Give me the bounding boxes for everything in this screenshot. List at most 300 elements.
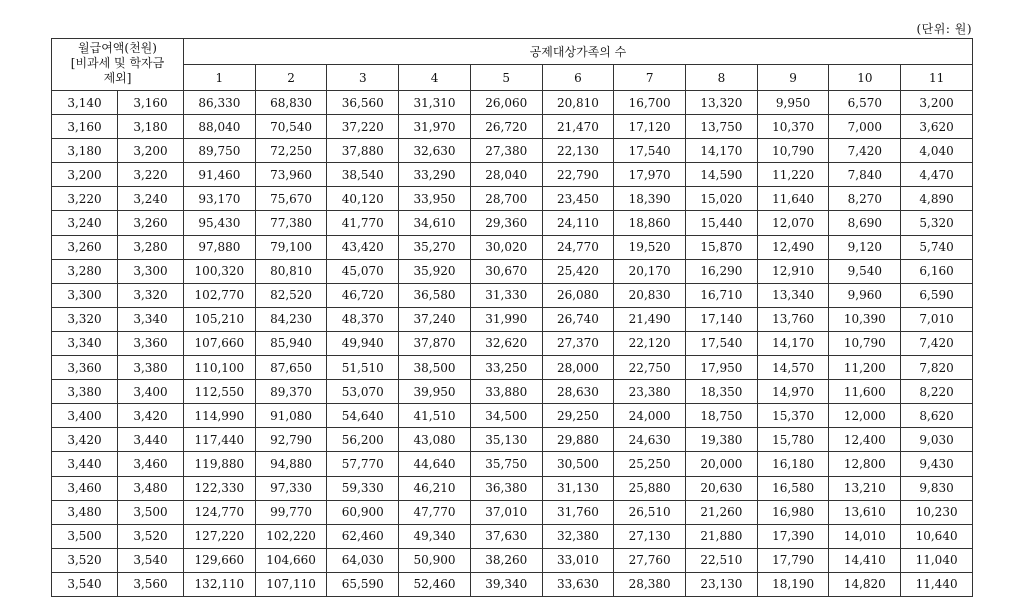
family-count-11: 11 — [901, 65, 973, 91]
tax-amount-cell: 7,420 — [829, 139, 901, 163]
salary-from-cell: 3,200 — [52, 163, 118, 187]
tax-amount-cell: 91,460 — [184, 163, 256, 187]
tax-amount-cell: 18,750 — [686, 404, 758, 428]
tax-amount-cell: 11,440 — [901, 572, 973, 596]
tax-amount-cell: 26,080 — [542, 283, 614, 307]
tax-amount-cell: 112,550 — [184, 380, 256, 404]
tax-amount-cell: 62,460 — [327, 524, 399, 548]
tax-amount-cell: 80,810 — [255, 259, 327, 283]
table-row — [52, 476, 973, 500]
tax-amount-cell: 31,330 — [470, 283, 542, 307]
tax-amount-cell: 12,910 — [757, 259, 829, 283]
tax-amount-cell: 12,000 — [829, 404, 901, 428]
tax-amount-cell: 77,380 — [255, 211, 327, 235]
tax-amount-cell: 16,180 — [757, 452, 829, 476]
salary-to-cell: 3,300 — [118, 259, 184, 283]
tax-amount-cell: 3,620 — [901, 115, 973, 139]
tax-amount-cell: 27,370 — [542, 331, 614, 355]
tax-amount-cell: 10,390 — [829, 307, 901, 331]
tax-amount-cell: 104,660 — [255, 548, 327, 572]
tax-amount-cell: 17,390 — [757, 524, 829, 548]
tax-amount-cell: 12,490 — [757, 235, 829, 259]
tax-amount-cell: 20,810 — [542, 91, 614, 115]
tax-amount-cell: 87,650 — [255, 356, 327, 380]
tax-amount-cell: 30,670 — [470, 259, 542, 283]
tax-amount-cell: 22,130 — [542, 139, 614, 163]
tax-amount-cell: 16,980 — [757, 500, 829, 524]
table-row — [52, 404, 973, 428]
tax-amount-cell: 13,210 — [829, 476, 901, 500]
tax-amount-cell: 49,340 — [399, 524, 471, 548]
tax-amount-cell: 17,970 — [614, 163, 686, 187]
tax-amount-cell: 4,470 — [901, 163, 973, 187]
tax-amount-cell: 7,010 — [901, 307, 973, 331]
tax-amount-cell: 35,750 — [470, 452, 542, 476]
tax-amount-cell: 31,130 — [542, 476, 614, 500]
salary-from-cell: 3,400 — [52, 404, 118, 428]
tax-amount-cell: 33,950 — [399, 187, 471, 211]
tax-amount-cell: 25,420 — [542, 259, 614, 283]
tax-amount-cell: 14,170 — [686, 139, 758, 163]
tax-amount-cell: 26,060 — [470, 91, 542, 115]
tax-amount-cell: 7,000 — [829, 115, 901, 139]
tax-amount-cell: 93,170 — [184, 187, 256, 211]
tax-amount-cell: 89,750 — [184, 139, 256, 163]
salary-to-cell: 3,460 — [118, 452, 184, 476]
tax-amount-cell: 37,010 — [470, 500, 542, 524]
table-row — [52, 500, 973, 524]
salary-to-cell: 3,420 — [118, 404, 184, 428]
tax-amount-cell: 48,370 — [327, 307, 399, 331]
salary-from-cell: 3,260 — [52, 235, 118, 259]
tax-amount-cell: 30,020 — [470, 235, 542, 259]
tax-amount-cell: 37,240 — [399, 307, 471, 331]
salary-label-line3: 제외] — [103, 71, 132, 85]
tax-amount-cell: 26,510 — [614, 500, 686, 524]
tax-amount-cell: 26,740 — [542, 307, 614, 331]
salary-from-cell: 3,480 — [52, 500, 118, 524]
tax-amount-cell: 6,570 — [829, 91, 901, 115]
tax-amount-cell: 10,640 — [901, 524, 973, 548]
tax-amount-cell: 23,450 — [542, 187, 614, 211]
tax-amount-cell: 27,760 — [614, 548, 686, 572]
table-row — [52, 548, 973, 572]
family-count-2: 2 — [255, 65, 327, 91]
tax-amount-cell: 15,870 — [686, 235, 758, 259]
tax-amount-cell: 21,880 — [686, 524, 758, 548]
salary-to-cell: 3,220 — [118, 163, 184, 187]
salary-to-cell: 3,240 — [118, 187, 184, 211]
tax-amount-cell: 73,960 — [255, 163, 327, 187]
tax-amount-cell: 100,320 — [184, 259, 256, 283]
tax-amount-cell: 29,250 — [542, 404, 614, 428]
tax-amount-cell: 33,290 — [399, 163, 471, 187]
table-row — [52, 259, 973, 283]
table-row — [52, 115, 973, 139]
tax-amount-cell: 17,950 — [686, 356, 758, 380]
tax-amount-cell: 18,390 — [614, 187, 686, 211]
tax-amount-cell: 9,960 — [829, 283, 901, 307]
salary-from-cell: 3,280 — [52, 259, 118, 283]
tax-amount-cell: 7,420 — [901, 331, 973, 355]
salary-label-line2: [비과세 및 학자금 — [70, 56, 165, 70]
salary-to-cell: 3,360 — [118, 331, 184, 355]
tax-amount-cell: 32,630 — [399, 139, 471, 163]
tax-amount-cell: 132,110 — [184, 572, 256, 596]
tax-amount-cell: 97,330 — [255, 476, 327, 500]
tax-amount-cell: 17,540 — [614, 139, 686, 163]
tax-amount-cell: 39,950 — [399, 380, 471, 404]
salary-from-cell: 3,180 — [52, 139, 118, 163]
tax-amount-cell: 31,760 — [542, 500, 614, 524]
tax-amount-cell: 34,610 — [399, 211, 471, 235]
table-row — [52, 91, 973, 115]
tax-amount-cell: 70,540 — [255, 115, 327, 139]
tax-amount-cell: 36,560 — [327, 91, 399, 115]
tax-amount-cell: 24,630 — [614, 428, 686, 452]
tax-amount-cell: 13,340 — [757, 283, 829, 307]
tax-amount-cell: 35,270 — [399, 235, 471, 259]
tax-amount-cell: 68,830 — [255, 91, 327, 115]
tax-amount-cell: 28,000 — [542, 356, 614, 380]
tax-amount-cell: 35,920 — [399, 259, 471, 283]
tax-amount-cell: 86,330 — [184, 91, 256, 115]
tax-amount-cell: 20,170 — [614, 259, 686, 283]
tax-amount-cell: 3,200 — [901, 91, 973, 115]
tax-amount-cell: 16,580 — [757, 476, 829, 500]
family-count-3: 3 — [327, 65, 399, 91]
tax-amount-cell: 7,840 — [829, 163, 901, 187]
tax-amount-cell: 52,460 — [399, 572, 471, 596]
tax-amount-cell: 17,140 — [686, 307, 758, 331]
table-row — [52, 524, 973, 548]
tax-amount-cell: 117,440 — [184, 428, 256, 452]
tax-amount-cell: 36,380 — [470, 476, 542, 500]
tax-amount-cell: 47,770 — [399, 500, 471, 524]
tax-amount-cell: 20,630 — [686, 476, 758, 500]
tax-amount-cell: 51,510 — [327, 356, 399, 380]
tax-amount-cell: 88,040 — [184, 115, 256, 139]
tax-amount-cell: 22,510 — [686, 548, 758, 572]
tax-amount-cell: 46,210 — [399, 476, 471, 500]
tax-amount-cell: 18,190 — [757, 572, 829, 596]
tax-amount-cell: 5,320 — [901, 211, 973, 235]
salary-from-cell: 3,360 — [52, 356, 118, 380]
tax-amount-cell: 37,630 — [470, 524, 542, 548]
table-row — [52, 331, 973, 355]
tax-amount-cell: 91,080 — [255, 404, 327, 428]
family-count-10: 10 — [829, 65, 901, 91]
tax-amount-cell: 9,950 — [757, 91, 829, 115]
tax-amount-cell: 19,520 — [614, 235, 686, 259]
tax-amount-cell: 27,380 — [470, 139, 542, 163]
tax-amount-cell: 15,020 — [686, 187, 758, 211]
tax-amount-cell: 11,640 — [757, 187, 829, 211]
tax-amount-cell: 23,130 — [686, 572, 758, 596]
tax-amount-cell: 50,900 — [399, 548, 471, 572]
salary-to-cell: 3,260 — [118, 211, 184, 235]
tax-amount-cell: 24,770 — [542, 235, 614, 259]
tax-amount-cell: 4,040 — [901, 139, 973, 163]
salary-from-cell: 3,320 — [52, 307, 118, 331]
tax-amount-cell: 6,160 — [901, 259, 973, 283]
tax-amount-cell: 35,130 — [470, 428, 542, 452]
tax-amount-cell: 15,370 — [757, 404, 829, 428]
salary-from-cell: 3,500 — [52, 524, 118, 548]
tax-amount-cell: 28,040 — [470, 163, 542, 187]
tax-amount-cell: 28,380 — [614, 572, 686, 596]
tax-amount-cell: 17,120 — [614, 115, 686, 139]
tax-amount-cell: 85,940 — [255, 331, 327, 355]
family-count-6: 6 — [542, 65, 614, 91]
tax-amount-cell: 32,380 — [542, 524, 614, 548]
tax-amount-cell: 25,250 — [614, 452, 686, 476]
tax-amount-cell: 72,250 — [255, 139, 327, 163]
tax-amount-cell: 54,640 — [327, 404, 399, 428]
tax-amount-cell: 53,070 — [327, 380, 399, 404]
tax-amount-cell: 24,110 — [542, 211, 614, 235]
tax-amount-cell: 12,070 — [757, 211, 829, 235]
family-count-4: 4 — [399, 65, 471, 91]
table-row — [52, 356, 973, 380]
tax-amount-cell: 16,710 — [686, 283, 758, 307]
salary-label-line1: 월급여액(천원) — [78, 41, 157, 55]
tax-amount-cell: 27,130 — [614, 524, 686, 548]
salary-to-cell: 3,500 — [118, 500, 184, 524]
table-row — [52, 235, 973, 259]
salary-to-cell: 3,400 — [118, 380, 184, 404]
tax-amount-cell: 10,790 — [757, 139, 829, 163]
tax-amount-cell: 95,430 — [184, 211, 256, 235]
tax-amount-cell: 29,360 — [470, 211, 542, 235]
salary-from-cell: 3,220 — [52, 187, 118, 211]
salary-to-cell: 3,200 — [118, 139, 184, 163]
tax-amount-cell: 8,620 — [901, 404, 973, 428]
tax-amount-cell: 22,120 — [614, 331, 686, 355]
tax-amount-cell: 8,690 — [829, 211, 901, 235]
tax-amount-cell: 75,670 — [255, 187, 327, 211]
salary-to-cell: 3,160 — [118, 91, 184, 115]
tax-amount-cell: 16,290 — [686, 259, 758, 283]
tax-amount-cell: 107,660 — [184, 331, 256, 355]
salary-from-cell: 3,300 — [52, 283, 118, 307]
tax-amount-cell: 41,510 — [399, 404, 471, 428]
tax-amount-cell: 44,640 — [399, 452, 471, 476]
tax-amount-cell: 37,220 — [327, 115, 399, 139]
tax-amount-cell: 9,120 — [829, 235, 901, 259]
tax-amount-cell: 84,230 — [255, 307, 327, 331]
tax-amount-cell: 12,800 — [829, 452, 901, 476]
tax-amount-cell: 40,120 — [327, 187, 399, 211]
salary-to-cell: 3,180 — [118, 115, 184, 139]
family-count-5: 5 — [470, 65, 542, 91]
tax-amount-cell: 65,590 — [327, 572, 399, 596]
tax-amount-cell: 14,970 — [757, 380, 829, 404]
salary-range-header — [52, 39, 184, 91]
table-row — [52, 428, 973, 452]
tax-amount-cell: 5,740 — [901, 235, 973, 259]
tax-amount-cell: 127,220 — [184, 524, 256, 548]
tax-amount-cell: 45,070 — [327, 259, 399, 283]
tax-amount-cell: 28,700 — [470, 187, 542, 211]
tax-amount-cell: 8,270 — [829, 187, 901, 211]
tax-amount-cell: 20,830 — [614, 283, 686, 307]
tax-amount-cell: 124,770 — [184, 500, 256, 524]
tax-amount-cell: 32,620 — [470, 331, 542, 355]
salary-from-cell: 3,520 — [52, 548, 118, 572]
tax-amount-cell: 14,820 — [829, 572, 901, 596]
table-row — [52, 187, 973, 211]
salary-to-cell: 3,380 — [118, 356, 184, 380]
tax-amount-cell: 4,890 — [901, 187, 973, 211]
family-count-9: 9 — [757, 65, 829, 91]
tax-amount-cell: 18,350 — [686, 380, 758, 404]
tax-amount-cell: 13,610 — [829, 500, 901, 524]
tax-amount-cell: 10,790 — [829, 331, 901, 355]
tax-amount-cell: 17,790 — [757, 548, 829, 572]
tax-amount-cell: 20,000 — [686, 452, 758, 476]
family-count-8: 8 — [686, 65, 758, 91]
tax-amount-cell: 82,520 — [255, 283, 327, 307]
tax-amount-cell: 15,780 — [757, 428, 829, 452]
tax-amount-cell: 99,770 — [255, 500, 327, 524]
tax-amount-cell: 9,430 — [901, 452, 973, 476]
tax-amount-cell: 11,220 — [757, 163, 829, 187]
family-count-7: 7 — [614, 65, 686, 91]
tax-amount-cell: 110,100 — [184, 356, 256, 380]
table-row — [52, 307, 973, 331]
tax-amount-cell: 64,030 — [327, 548, 399, 572]
salary-to-cell: 3,520 — [118, 524, 184, 548]
salary-from-cell: 3,240 — [52, 211, 118, 235]
salary-to-cell: 3,320 — [118, 283, 184, 307]
tax-amount-cell: 31,970 — [399, 115, 471, 139]
tax-amount-cell: 9,540 — [829, 259, 901, 283]
tax-amount-cell: 13,320 — [686, 91, 758, 115]
tax-amount-cell: 21,490 — [614, 307, 686, 331]
tax-amount-cell: 8,220 — [901, 380, 973, 404]
tax-amount-cell: 29,880 — [542, 428, 614, 452]
salary-from-cell: 3,380 — [52, 380, 118, 404]
tax-amount-cell: 21,470 — [542, 115, 614, 139]
withholding-tax-table — [51, 38, 973, 597]
tax-amount-cell: 129,660 — [184, 548, 256, 572]
table-row — [52, 139, 973, 163]
tax-amount-cell: 89,370 — [255, 380, 327, 404]
tax-amount-cell: 14,170 — [757, 331, 829, 355]
tax-amount-cell: 33,630 — [542, 572, 614, 596]
table-row — [52, 163, 973, 187]
tax-amount-cell: 15,440 — [686, 211, 758, 235]
tax-amount-cell: 11,200 — [829, 356, 901, 380]
tax-amount-cell: 107,110 — [255, 572, 327, 596]
salary-from-cell: 3,420 — [52, 428, 118, 452]
tax-amount-cell: 38,500 — [399, 356, 471, 380]
tax-amount-cell: 7,820 — [901, 356, 973, 380]
tax-amount-cell: 79,100 — [255, 235, 327, 259]
tax-amount-cell: 6,590 — [901, 283, 973, 307]
tax-amount-cell: 38,540 — [327, 163, 399, 187]
salary-from-cell: 3,160 — [52, 115, 118, 139]
tax-amount-cell: 21,260 — [686, 500, 758, 524]
tax-amount-cell: 12,400 — [829, 428, 901, 452]
tax-amount-cell: 16,700 — [614, 91, 686, 115]
salary-to-cell: 3,440 — [118, 428, 184, 452]
tax-amount-cell: 11,600 — [829, 380, 901, 404]
tax-amount-cell: 13,750 — [686, 115, 758, 139]
salary-to-cell: 3,560 — [118, 572, 184, 596]
tax-amount-cell: 14,590 — [686, 163, 758, 187]
unit-note: (단위: 원) — [916, 22, 972, 36]
tax-amount-cell: 56,200 — [327, 428, 399, 452]
table-row — [52, 283, 973, 307]
tax-amount-cell: 102,770 — [184, 283, 256, 307]
tax-amount-cell: 25,880 — [614, 476, 686, 500]
tax-amount-cell: 119,880 — [184, 452, 256, 476]
tax-amount-cell: 9,830 — [901, 476, 973, 500]
tax-amount-cell: 31,990 — [470, 307, 542, 331]
family-count-1: 1 — [184, 65, 256, 91]
tax-amount-cell: 57,770 — [327, 452, 399, 476]
tax-amount-cell: 31,310 — [399, 91, 471, 115]
tax-amount-cell: 94,880 — [255, 452, 327, 476]
tax-amount-cell: 37,870 — [399, 331, 471, 355]
tax-amount-cell: 33,250 — [470, 356, 542, 380]
salary-to-cell: 3,280 — [118, 235, 184, 259]
tax-amount-cell: 43,080 — [399, 428, 471, 452]
tax-amount-cell: 18,860 — [614, 211, 686, 235]
salary-from-cell: 3,140 — [52, 91, 118, 115]
tax-amount-cell: 9,030 — [901, 428, 973, 452]
tax-amount-cell: 14,570 — [757, 356, 829, 380]
tax-amount-cell: 105,210 — [184, 307, 256, 331]
tax-amount-cell: 22,750 — [614, 356, 686, 380]
tax-amount-cell: 37,880 — [327, 139, 399, 163]
tax-amount-cell: 30,500 — [542, 452, 614, 476]
salary-from-cell: 3,460 — [52, 476, 118, 500]
tax-amount-cell: 22,790 — [542, 163, 614, 187]
tax-amount-cell: 14,010 — [829, 524, 901, 548]
tax-amount-cell: 122,330 — [184, 476, 256, 500]
tax-amount-cell: 92,790 — [255, 428, 327, 452]
table-row — [52, 211, 973, 235]
tax-amount-cell: 114,990 — [184, 404, 256, 428]
tax-amount-cell: 19,380 — [686, 428, 758, 452]
tax-amount-cell: 39,340 — [470, 572, 542, 596]
salary-from-cell: 3,440 — [52, 452, 118, 476]
tax-amount-cell: 11,040 — [901, 548, 973, 572]
salary-to-cell: 3,340 — [118, 307, 184, 331]
table-row — [52, 572, 973, 596]
tax-amount-cell: 97,880 — [184, 235, 256, 259]
tax-amount-cell: 46,720 — [327, 283, 399, 307]
tax-amount-cell: 49,940 — [327, 331, 399, 355]
tax-amount-cell: 38,260 — [470, 548, 542, 572]
table-row — [52, 452, 973, 476]
tax-amount-cell: 43,420 — [327, 235, 399, 259]
tax-amount-cell: 26,720 — [470, 115, 542, 139]
tax-amount-cell: 24,000 — [614, 404, 686, 428]
tax-amount-cell: 17,540 — [686, 331, 758, 355]
tax-amount-cell: 14,410 — [829, 548, 901, 572]
salary-from-cell: 3,540 — [52, 572, 118, 596]
tax-amount-cell: 28,630 — [542, 380, 614, 404]
tax-amount-cell: 41,770 — [327, 211, 399, 235]
table-row — [52, 380, 973, 404]
salary-to-cell: 3,540 — [118, 548, 184, 572]
tax-amount-cell: 102,220 — [255, 524, 327, 548]
tax-amount-cell: 10,230 — [901, 500, 973, 524]
